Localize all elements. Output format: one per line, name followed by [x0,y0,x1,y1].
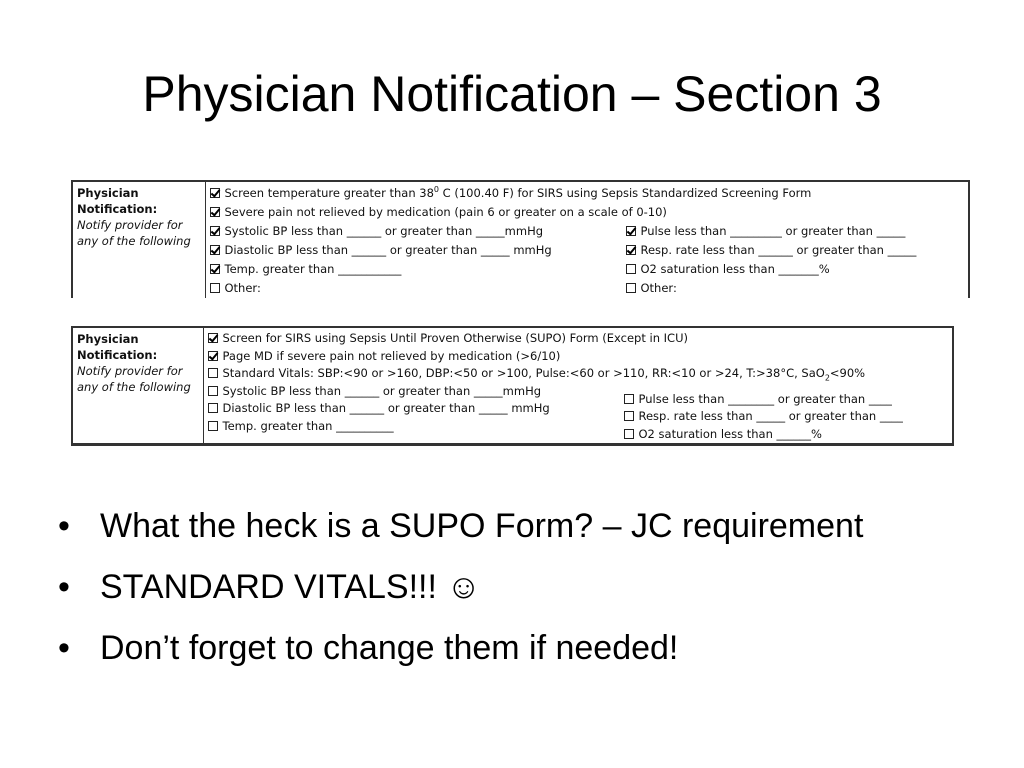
option-pulse: Pulse less than _________ or greater than _____ [626,222,965,241]
option-resp-rate: Resp. rate less than ______ or greater than _____ [626,241,965,260]
bullet-icon: • [58,507,70,545]
bullet-item: • What the heck is a SUPO Form? – JC requirement [58,500,863,561]
checkbox-unchecked-icon[interactable] [208,421,218,431]
option-supo-screen: Screen for SIRS using Sepsis Until Proven Otherwise (SUPO) Form (Except in ICU) [208,330,949,348]
option-page-md-pain: Page MD if severe pain not relieved by medication (>6/10) [208,348,949,366]
form-options-cell [205,181,969,298]
option-o2-saturation: O2 saturation less than ______% [624,426,949,444]
checkbox-checked-icon[interactable] [626,245,636,255]
checkbox-checked-icon[interactable] [210,226,220,236]
form-options-cell [203,327,953,445]
label-note: Notify provider for [77,218,183,232]
option-systolic-bp: Systolic BP less than ______ or greater than _____mmHg [210,222,626,241]
option-standard-vitals: Standard Vitals: SBP:<90 or >160, DBP:<50 or >100, Pulse:<60 or >110, RR:<10 or >24, T:>38°C, SaO$_2$<90% [208,365,949,383]
label-note: any of the following [77,380,191,394]
bullet-list [58,500,863,683]
option-systolic-bp: Systolic BP less than ______ or greater than _____mmHg [208,383,624,401]
checkbox-checked-icon[interactable] [210,188,220,198]
form-label-cell [72,181,205,298]
checkbox-unchecked-icon[interactable] [210,283,220,293]
label-title: Physician [77,186,139,200]
label-title: Notification: [77,202,158,216]
checkbox-unchecked-icon[interactable] [208,386,218,396]
checkbox-checked-icon[interactable] [208,351,218,361]
bullet-icon: • [58,629,70,667]
checkbox-checked-icon[interactable] [626,226,636,236]
bullet-icon: • [58,568,70,606]
checkbox-unchecked-icon[interactable] [626,264,636,274]
option-temperature-screen: Screen temperature greater than $38^0$ C (100.40 F) for SIRS using Sepsis Standardized Screening Form [210,184,965,203]
checkbox-unchecked-icon[interactable] [626,283,636,293]
option-pulse: Pulse less than ________ or greater than ____ [624,391,949,409]
form-label-cell [72,327,203,445]
option-other: Other: [210,279,626,298]
option-temp-greater: Temp. greater than __________ [208,418,624,436]
form-excerpt-old [71,180,970,298]
checkbox-checked-icon[interactable] [210,264,220,274]
checkbox-unchecked-icon[interactable] [208,368,218,378]
checkbox-checked-icon[interactable] [210,245,220,255]
form-excerpt-new [71,326,954,446]
checkbox-checked-icon[interactable] [208,333,218,343]
checkbox-unchecked-icon[interactable] [208,403,218,413]
option-o2-saturation: O2 saturation less than _______% [626,260,965,279]
label-title: Notification: [77,348,158,362]
checkbox-checked-icon[interactable] [210,207,220,217]
label-title: Physician [77,332,139,346]
checkbox-unchecked-icon[interactable] [624,411,634,421]
option-severe-pain: Severe pain not relieved by medication (pain 6 or greater on a scale of 0-10) [210,203,965,222]
bullet-item: • STANDARD VITALS!!! ☺ [58,561,863,622]
label-note: Notify provider for [77,364,183,378]
checkbox-unchecked-icon[interactable] [624,394,634,404]
option-diastolic-bp: Diastolic BP less than ______ or greater than _____ mmHg [208,400,624,418]
option-other: Other: [626,279,965,298]
label-note: any of the following [77,234,191,248]
option-diastolic-bp: Diastolic BP less than ______ or greater than _____ mmHg [210,241,626,260]
checkbox-unchecked-icon[interactable] [624,429,634,439]
option-temp-greater: Temp. greater than ___________ [210,260,626,279]
option-resp-rate: Resp. rate less than _____ or greater than ____ [624,408,949,426]
bullet-item: • Don’t forget to change them if needed! [58,622,863,683]
slide-title: Physician Notification – Section 3 [142,66,882,122]
